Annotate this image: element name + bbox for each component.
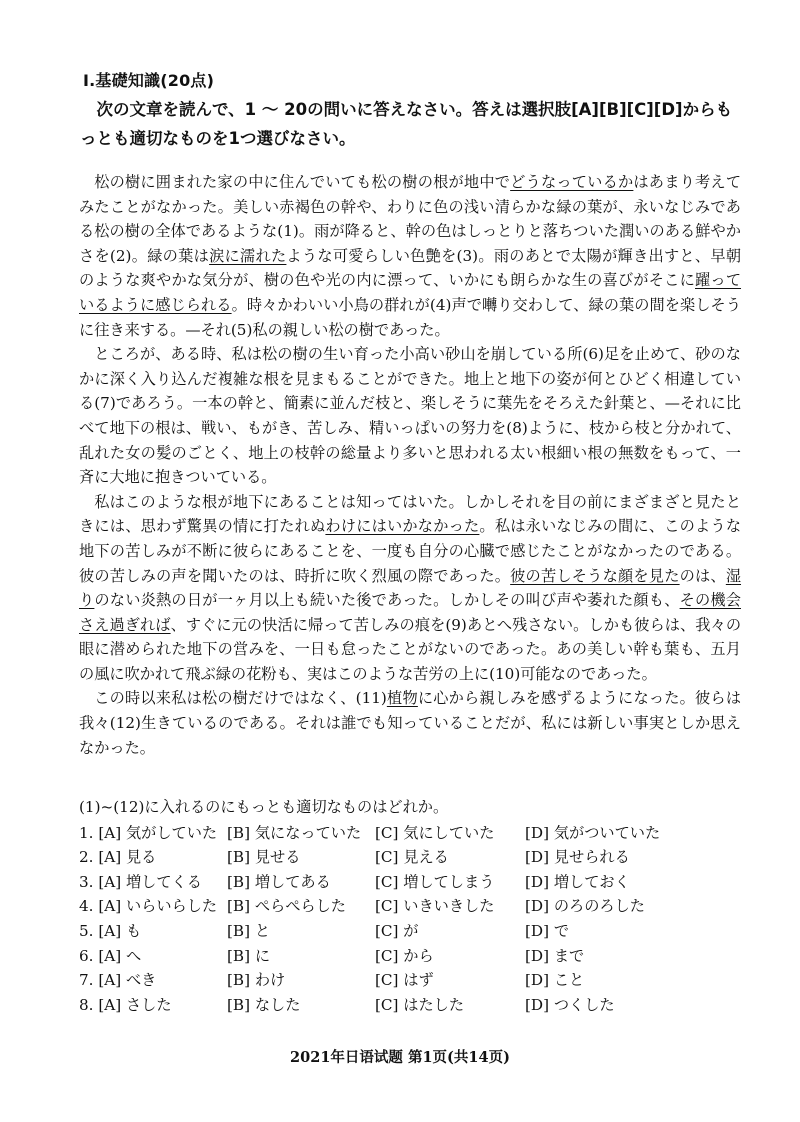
option-a xyxy=(79,821,227,846)
option-d: [D] つくした xyxy=(525,995,615,1014)
question-number: 4. xyxy=(79,897,94,916)
option-b: [B] に xyxy=(227,946,271,965)
option-b: [B] なした xyxy=(227,995,301,1014)
option-a-text: [A] 増してくる xyxy=(98,872,202,891)
question-row xyxy=(79,919,741,944)
passage-text: 私はこのような根が地下にあることは知ってはいた。しかしそれを目の前にまざまざと見たときには、思わず驚異の情に打たれぬ xyxy=(79,492,741,536)
option-c: [C] 気にしていた xyxy=(375,823,495,842)
question-number: 5. xyxy=(79,921,94,940)
passage-paragraph xyxy=(79,490,741,687)
question-number: 8. xyxy=(79,995,94,1014)
section-title: Ⅰ.基礎知識(20点) xyxy=(83,71,215,90)
question-block xyxy=(79,795,741,1017)
option-d: [D] で xyxy=(525,921,570,940)
option-b: [B] 増してある xyxy=(227,872,331,891)
option-a xyxy=(79,944,227,969)
option-a-text: [A] 見る xyxy=(98,848,157,867)
page-footer: 2021年日语试题 第1页(共14页) xyxy=(290,1049,510,1066)
option-c: [C] 増してしまう xyxy=(375,872,495,891)
question-row xyxy=(79,993,741,1018)
passage-paragraph xyxy=(79,342,741,490)
option-b: [B] 見せる xyxy=(227,848,301,867)
question-number: 1. xyxy=(79,823,94,842)
passage-text: のない炎熱の日が一ヶ月以上も続いた後であった。しかしその叫び声や萎れた顔も、 xyxy=(94,591,680,610)
option-c: [C] 見える xyxy=(375,848,449,867)
option-d: [D] まで xyxy=(525,946,585,965)
option-c: [C] いきいきした xyxy=(375,897,495,916)
option-a-text: [A] も xyxy=(98,921,142,940)
option-b: [B] 気になっていた xyxy=(227,823,362,842)
question-row xyxy=(79,821,741,846)
option-d: [D] 気がついていた xyxy=(525,823,661,842)
question-number: 3. xyxy=(79,872,94,891)
underlined-phrase: 躍っているように感じられる xyxy=(79,271,742,314)
question-list xyxy=(79,821,741,1018)
question-row xyxy=(79,944,741,969)
passage-text: この時以来私は松の樹だけではなく、(11) xyxy=(94,689,387,708)
option-a xyxy=(79,968,227,993)
reading-passage xyxy=(79,170,741,760)
option-a xyxy=(79,845,227,870)
underlined-phrase: 植物 xyxy=(386,689,418,708)
option-d: [D] こと xyxy=(525,971,585,990)
question-number: 7. xyxy=(79,971,94,990)
question-row xyxy=(79,894,741,919)
passage-text: はあまり考えてみたことがなかった。美しい赤褐色の幹や、わりに色の浅い清らかな緑の葉が、永いなじみである松の樹の全体であるような(1)。雨が降ると、幹の色はしっとりと落ちついた潤いのある鮮やかさを(2)。緑の葉は xyxy=(79,173,742,265)
option-a-text: [A] へ xyxy=(98,946,142,965)
passage-paragraph xyxy=(79,170,741,342)
option-a-text: [A] さした xyxy=(98,995,172,1014)
question-row xyxy=(79,870,741,895)
question-row xyxy=(79,968,741,993)
option-d: [D] のろのろした xyxy=(525,897,645,916)
option-a xyxy=(79,919,227,944)
passage-text: のは、 xyxy=(679,566,726,585)
passage-text: 。私は永いなじみの間に、このような地下の苦しみが不断に彼らにあることを、一度も自分の心臓で感じたことがなかったのである。彼の苦しみの声を聞いたのは、時折に吹く烈風の際であった。 xyxy=(79,517,742,585)
option-d: [D] 増しておく xyxy=(525,872,630,891)
option-b: [B] わけ xyxy=(227,971,286,990)
question-number: 2. xyxy=(79,848,94,867)
option-b: [B] ぺらぺらした xyxy=(227,897,346,916)
passage-text: 、すぐに元の快活に帰って苦しみの痕を(9)あとへ残さない。しかも彼らは、我々の眼に潜められた地下の営みを、一日も怠ったことがないのであった。あの美しい幹も葉も、五月の風に吹かれて飛ぶ緑の花粉も、実はこのような苦労の上に(10)可能なのであった。 xyxy=(79,615,742,683)
underlined-phrase: その機会さえ過ぎれば xyxy=(79,591,741,634)
passage-text: 。時々かわいい小鳥の群れが(4)声で囀り交わして、緑の葉の間を楽しそうに往き来する。—それ(5)私の親しい松の樹であった。 xyxy=(79,295,742,339)
option-a-text: [A] 気がしていた xyxy=(98,823,218,842)
passage-text: 松の樹に囲まれた家の中に住んでいても松の樹の根が地中で xyxy=(94,173,511,191)
underlined-phrase: 彼の苦しそうな顔を見た xyxy=(510,566,680,585)
question-number: 6. xyxy=(79,946,94,965)
passage-text: ところが、ある時、私は松の樹の生い育った小高い砂山を崩している所(6)足を止めて、砂のなかに深く入り込んだ複雑な根を見まもることができた。地上と地下の姿が何とひどく相違している(7)であろう。一本の幹と、簡素に並んだ枝と、楽しそうに葉先をそろえた針葉と、—それに比べて地下の根は、戦い、もがき、苦しみ、精いっぱいの努力を(8)ように、枝から枝と分かれて、乱れた女の髪のごとく、地上の枝幹の総量より多いと思われる太い根細い根の無数をもって、一斉に大地に抱きついている。 xyxy=(79,345,741,487)
option-c: [C] から xyxy=(375,946,434,965)
underlined-phrase: どうなっているか xyxy=(510,173,634,191)
question-row xyxy=(79,845,741,870)
option-c: [C] が xyxy=(375,921,419,940)
underlined-phrase: わけにはいかなかった xyxy=(325,517,480,536)
option-a-text: [A] いらいらした xyxy=(98,897,218,916)
option-a xyxy=(79,993,227,1018)
underlined-phrase: 湿り xyxy=(79,566,742,610)
option-c: [C] はず xyxy=(375,971,434,990)
question-prompt: (1)~(12)に入れるのにもっとも適切なものはどれか。 xyxy=(79,798,449,816)
underlined-phrase: 涙に濡れた xyxy=(209,246,287,265)
instructions-text: 次の文章を読んで、1 ～ 20の問いに答えなさい。答えは選択肢[A][B][C][D]からもっとも適切なものを1つ選びなさい。 xyxy=(80,100,733,148)
option-a-text: [A] べき xyxy=(98,971,157,990)
option-a xyxy=(79,870,227,895)
option-b: [B] と xyxy=(227,921,271,940)
passage-text: ような可愛らしい色艶を(3)。雨のあとで太陽が輝き出すと、早朝のような爽やかな気分が、樹の色や光の内に漂って、いかにも朗らかな生の喜びがそこに xyxy=(79,246,742,290)
option-c: [C] はたした xyxy=(375,995,465,1014)
passage-text: に心から親しみを感ずるようになった。彼らは我々(12)生きているのである。それは誰でも知っていることだが、私には新しい事実としか思えなかった。 xyxy=(79,689,742,757)
passage-paragraph xyxy=(79,686,741,760)
option-d: [D] 見せられる xyxy=(525,848,630,867)
instructions xyxy=(80,95,740,153)
option-a xyxy=(79,894,227,919)
